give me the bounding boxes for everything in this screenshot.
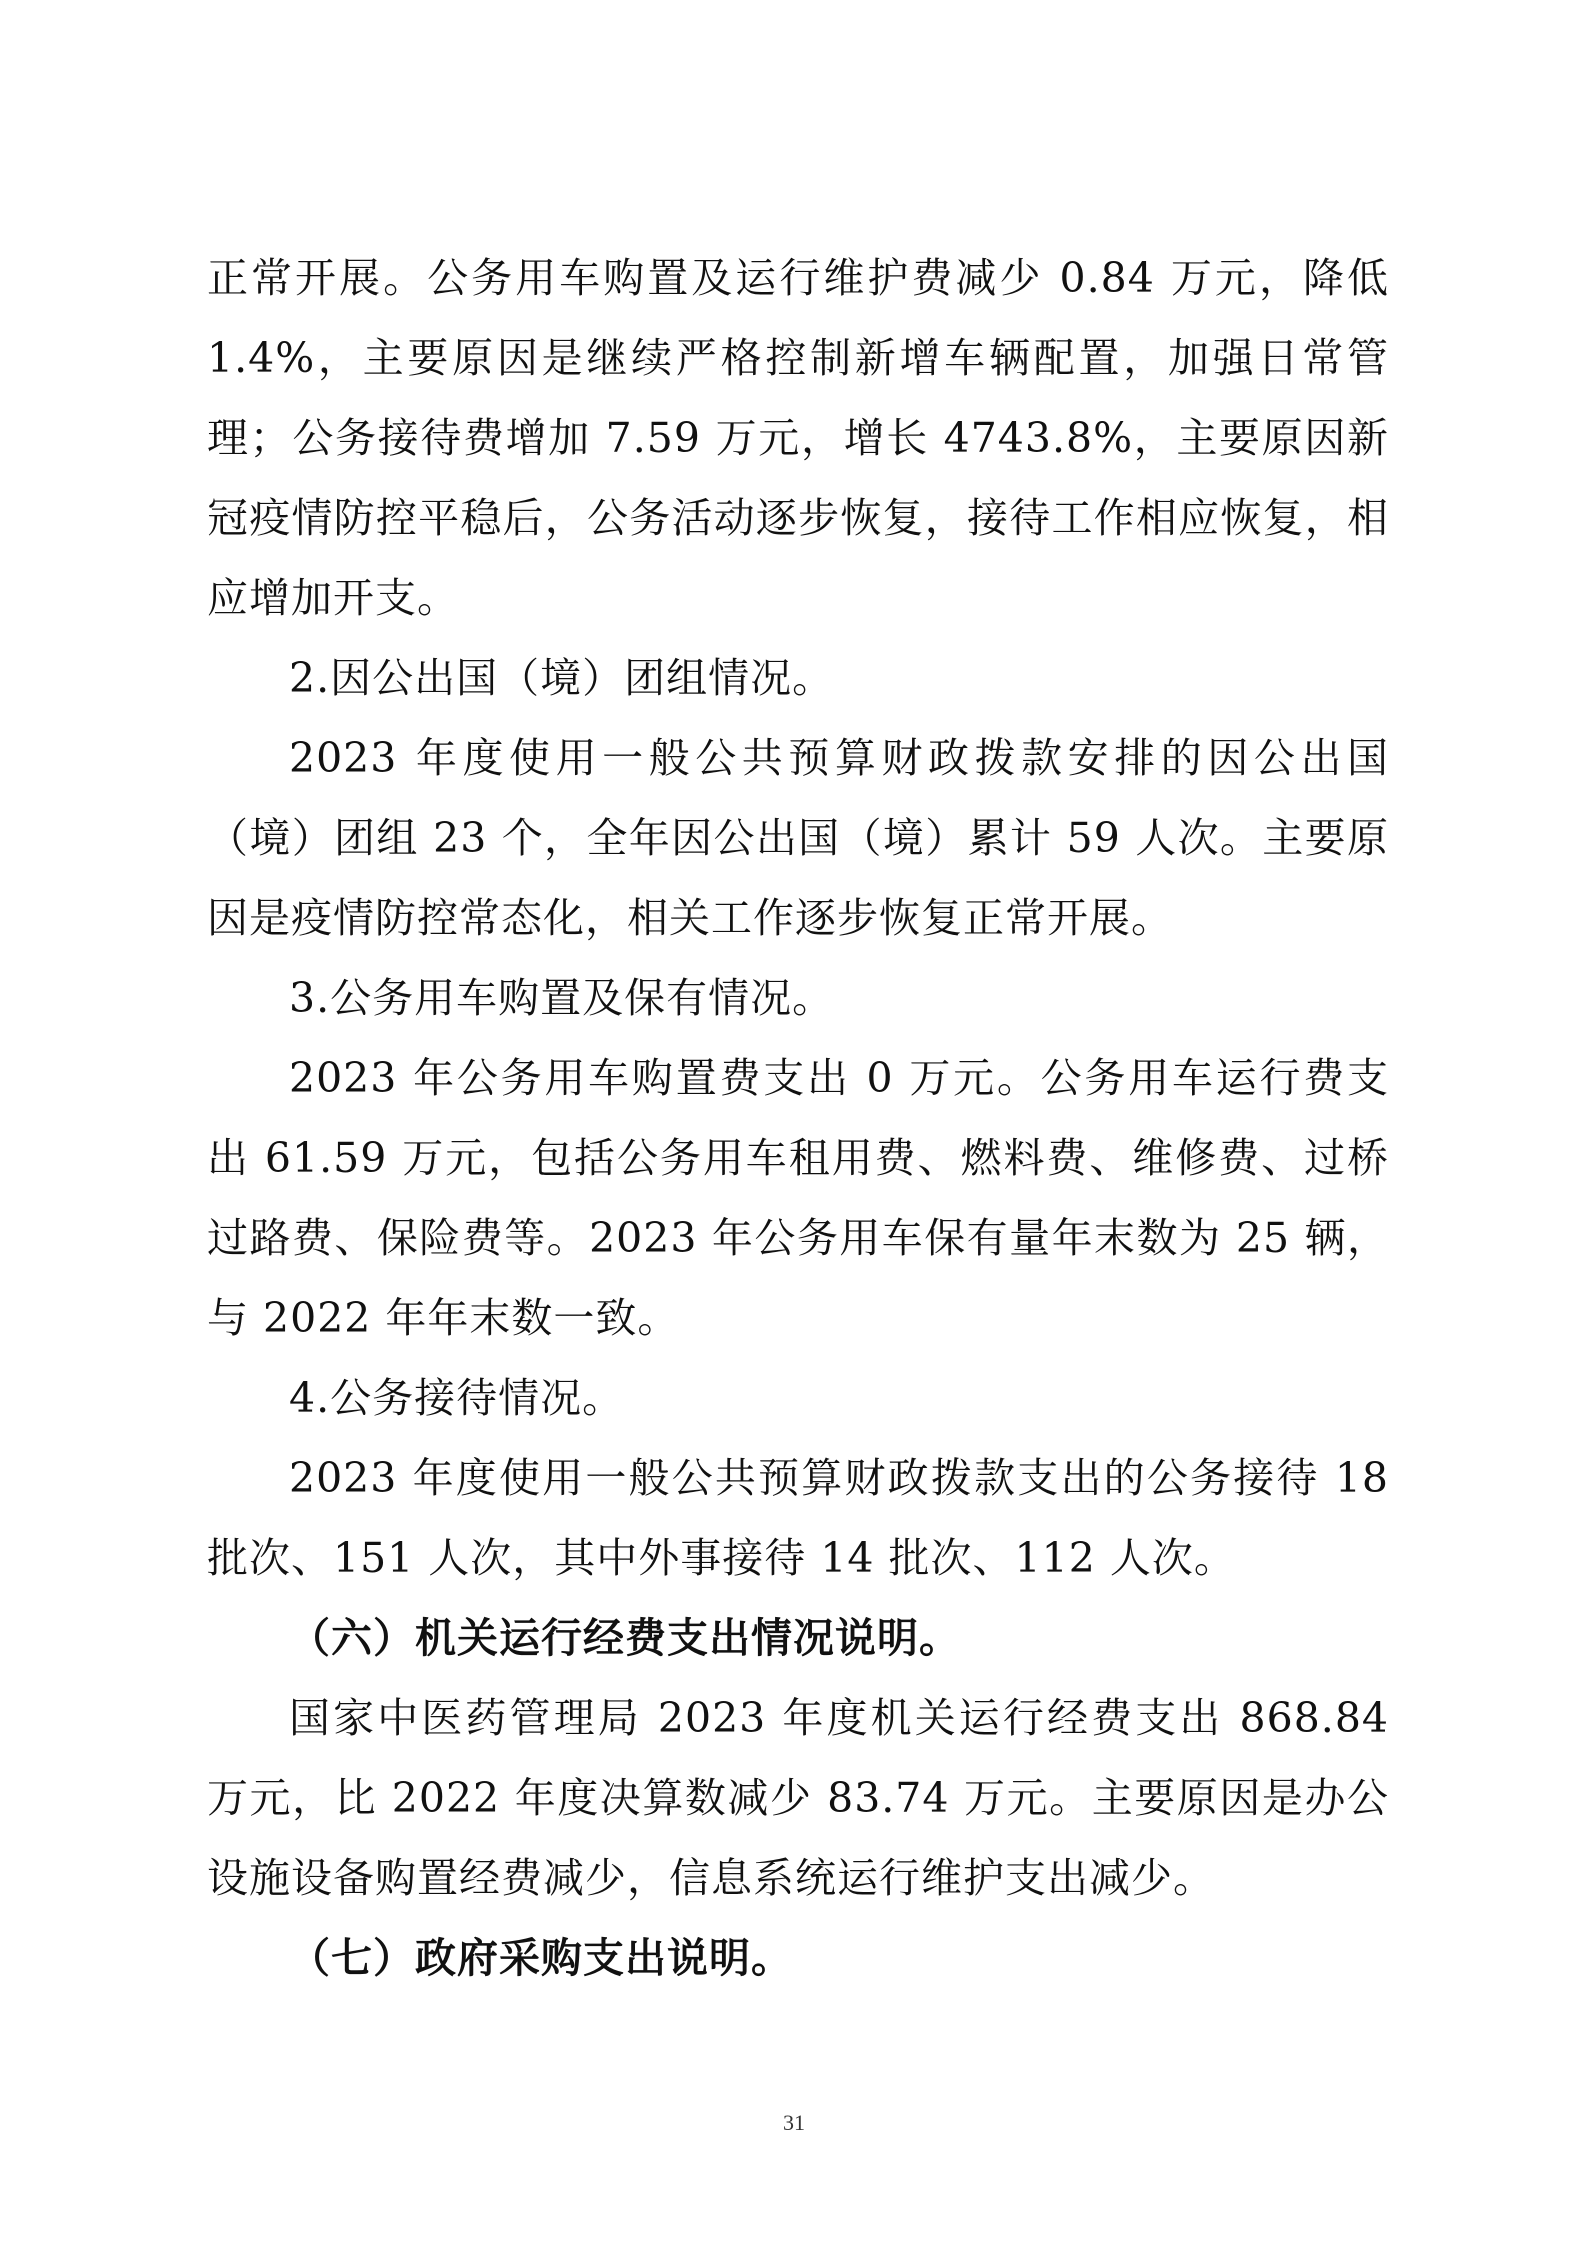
section-heading-government-procurement: （七）政府采购支出说明。 [289,1934,793,1982]
paragraph-overseas-groups: 2023 年度使用一般公共预算财政拨款安排的因公出国（境）团组 23 个，全年因公出国（境）累计 59 人次。主要原因是疫情防控常态化，相关工作逐步恢复正常开展。 [207,734,1389,942]
paragraph-official-vehicles: 2023 年公务用车购置费支出 0 万元。公务用车运行费支出 61.59 万元，包括公务用车租用费、燃料费、维修费、过桥过路费、保险费等。2023 年公务用车保有量年末数为 25 辆，与 2022 年年末数一致。 [207,1054,1389,1342]
body-text [207,238,1389,1998]
subsection-title-overseas-groups: 2.因公出国（境）团组情况。 [289,654,835,702]
paragraph-official-reception: 2023 年度使用一般公共预算财政拨款支出的公务接待 18 批次、151 人次，其中外事接待 14 批次、112 人次。 [207,1454,1389,1582]
paragraph-operating-expenses: 国家中医药管理局 2023 年度机关运行经费支出 868.84 万元，比 2022 年度决算数减少 83.74 万元。主要原因是办公设施设备购置经费减少，信息系统运行维护支出减少。 [207,1694,1389,1902]
page-number: 31 [783,2110,805,2135]
section-heading-operating-expenses: （六）机关运行经费支出情况说明。 [289,1614,961,1662]
subsection-title-official-reception: 4.公务接待情况。 [289,1374,625,1422]
paragraph-continuation: 正常开展。公务用车购置及运行维护费减少 0.84 万元，降低 1.4%，主要原因是继续严格控制新增车辆配置，加强日常管理；公务接待费增加 7.59 万元，增长 4743.8%，主要原因新冠疫情防控平稳后，公务活动逐步恢复，接待工作相应恢复，相应增加开支。 [207,254,1389,622]
subsection-title-official-vehicles: 3.公务用车购置及保有情况。 [289,974,835,1022]
